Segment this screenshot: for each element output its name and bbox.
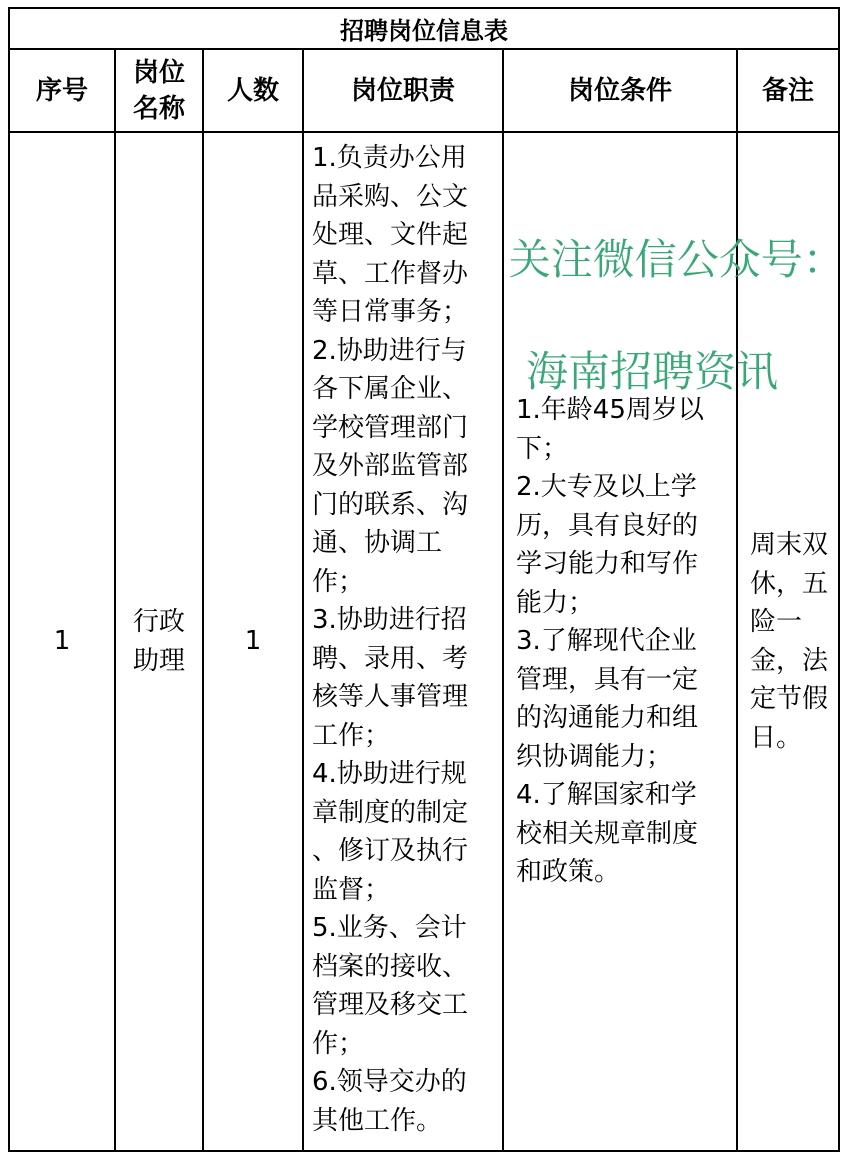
row-position-name: 行政 助理 [132, 607, 185, 676]
row-headcount: 1 [244, 626, 262, 657]
header-duties-label: 岗位职责 [350, 75, 455, 106]
header-remarks [738, 50, 838, 133]
header-headcount [204, 50, 304, 133]
header-headcount-label: 人数 [226, 75, 279, 106]
cell-conditions [504, 133, 738, 1150]
header-conditions-label: 岗位条件 [567, 75, 672, 106]
recruitment-table [8, 7, 840, 1152]
row-conditions: 1.年龄45周岁以 下； 2.大专及以上学 历，具有良好的 学习能力和写作 能力； 3.了解现代企业 管理，具有一定 的沟通能力和组 织协调能力； 4.了解国家和学 校相关规章制度 和政策。 [516, 395, 704, 888]
row-duties: 1.负责办公用 品采购、公文 处理、文件起 草、工作督办 等日常事务； 2.协助进行与 各下属企业、 学校管理部门 及外部监管部 门的联系、沟 通、协调工 作； 3.协助进行招 聘、录用、考 核等人事管理 工作； 4.协助进行规 章制度的制定 、修订及执行 监督； 5.业务、会计 档案的接收、 管理及移交工 作； 6.领导交办的 其他工作。 [304, 133, 504, 1150]
header-position-name [116, 50, 204, 133]
row-index: 1 [53, 626, 71, 657]
header-index-label: 序号 [35, 75, 88, 106]
cell-index [10, 133, 116, 1150]
header-conditions [504, 50, 738, 133]
header-position-name-label: 岗位 名称 [132, 57, 185, 124]
row-remarks: 周末双 休，五 险一 金，法 定节假 日。 [750, 530, 829, 753]
header-duties [304, 50, 504, 133]
table-title: 招聘岗位信息表 [10, 9, 838, 50]
header-index [10, 50, 116, 133]
watermark-line2: 海南招聘资讯 [526, 347, 779, 396]
cell-headcount [204, 133, 304, 1150]
watermark-line1: 关注微信公众号： [508, 235, 845, 284]
cell-position-name [116, 133, 204, 1150]
cell-remarks [738, 133, 838, 1150]
header-remarks-label: 备注 [761, 75, 814, 106]
